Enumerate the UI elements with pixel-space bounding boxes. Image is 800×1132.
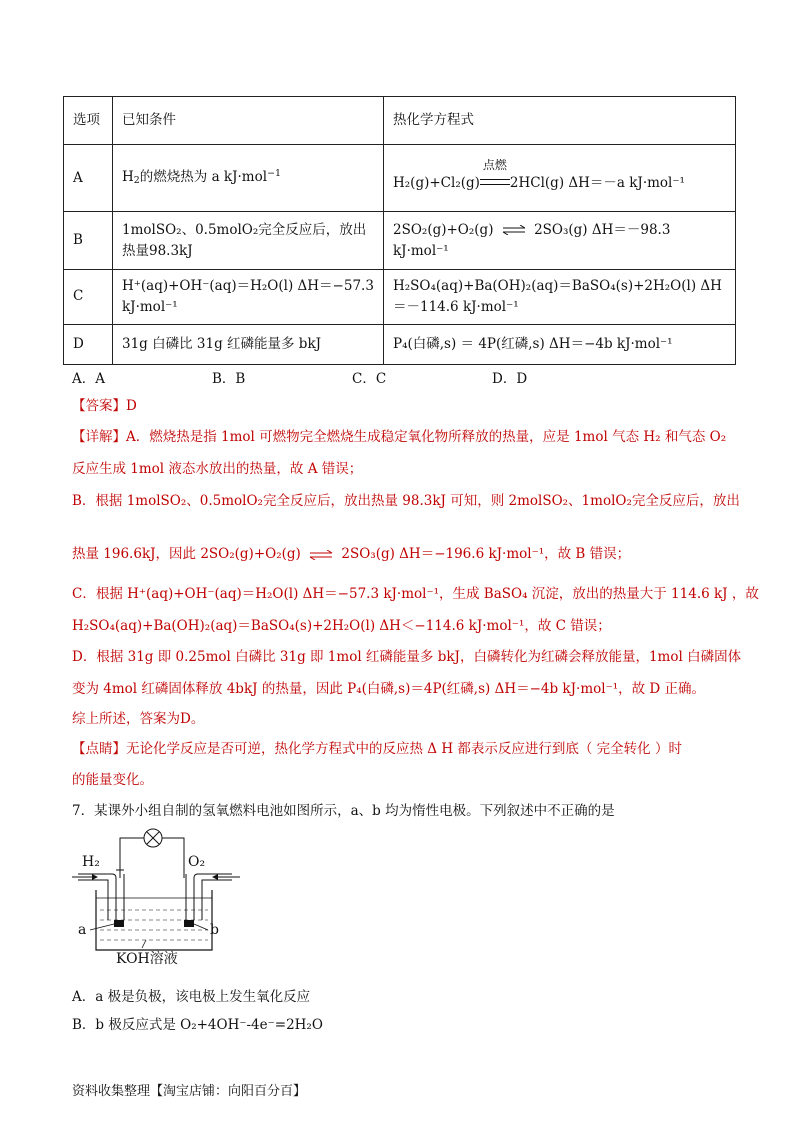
label-o2: O₂	[188, 854, 206, 870]
question7-stem: 7．某课外小组自制的氢氧燃料电池如图所示，a、b 均为惰性电极。下列叙述中不正确的是	[72, 803, 615, 819]
label-b: b	[210, 922, 219, 938]
detail-b-line1: B．根据 1molSO₂、0.5molO₂完全反应后，放出热量 98.3kJ 可知，则 2molSO₂、1molO₂完全反应后，放出	[72, 493, 740, 509]
label-h2: H₂	[82, 854, 100, 870]
row-d-equation: P₄(白磷,s) ＝ 4P(红磷,s) ΔH＝−4b kJ·mol⁻¹	[384, 324, 736, 364]
detail-c-line1: C．根据 H⁺(aq)+OH⁻(aq)＝H₂O(l) ΔH＝−57.3 kJ·mol⁻¹，生成 BaSO₄ 沉淀，放出的热量大于 114.6 kJ ，故	[72, 586, 759, 602]
question-table	[63, 96, 736, 365]
header-condition: 已知条件	[113, 97, 384, 145]
row-d-condition: 31g 白磷比 31g 红磷能量多 bkJ	[113, 324, 384, 364]
label-a: a	[78, 922, 87, 938]
fuel-cell-diagram	[72, 820, 242, 970]
reversible-arrow-icon	[307, 550, 335, 560]
row-b-equation: 2SO₂(g)+O₂(g) 2SO₃(g) ΔH＝－98.3 kJ·mol⁻¹	[384, 212, 736, 270]
choice-b[interactable]: B．B	[212, 371, 246, 387]
footer: 资料收集整理【淘宝店铺：向阳百分百】	[72, 1084, 307, 1099]
row-a-condition: $H_2$的燃烧热为 a kJ·mol$^{-1}$	[113, 145, 384, 212]
detail-c-line2: H₂SO₄(aq)+Ba(OH)₂(aq)＝BaSO₄(s)+2H₂O(l) ΔH＜−114.6 kJ·mol⁻¹，故 C 错误；	[72, 618, 611, 634]
label-koh: KOH溶液	[116, 951, 178, 967]
row-c-equation: H₂SO₄(aq)+Ba(OH)₂(aq)＝BaSO₄(s)+2H₂O(l) ΔH＝－114.6 kJ·mol⁻¹	[384, 270, 736, 325]
question7-option-b[interactable]: B．b 极反应式是 O₂+4OH⁻-4e⁻=2H₂O	[72, 1017, 323, 1033]
row-c-option: C	[64, 270, 113, 325]
detail-d-line1: D．根据 31g 即 0.25mol 白磷比 31g 即 1mol 红磷能量多 bkJ，白磷转化为红磷会释放能量，1mol 白磷固体	[72, 649, 742, 665]
row-a-equation: H₂(g)+Cl₂(g) 点燃 2HCl(g) ΔH＝－a kJ·mol⁻¹	[384, 145, 736, 212]
row-b-condition: 1molSO₂、0.5molO₂完全反应后，放出热量98.3kJ	[113, 212, 384, 270]
question7-option-a[interactable]: A．a 极是负极，该电极上发生氧化反应	[72, 989, 311, 1005]
header-option: 选项	[64, 97, 113, 145]
row-a-option: A	[64, 145, 113, 212]
choice-a[interactable]: A．A	[72, 371, 105, 387]
ignite-condition: 点燃	[480, 173, 510, 194]
tip-line2: 的能量变化。	[72, 772, 153, 788]
detail-a-line1: 【详解】A．燃烧热是指 1mol 可燃物完全燃烧生成稳定氧化物所释放的热量，应是 1mol 气态 H₂ 和气态 O₂	[72, 429, 727, 445]
row-b-option: B	[64, 212, 113, 270]
summary: 综上所述，答案为D。	[72, 711, 205, 727]
row-c-condition: H⁺(aq)+OH⁻(aq)＝H₂O(l) ΔH＝−57.3 kJ·mol⁻¹	[113, 270, 384, 325]
detail-a-line2: 反应生成 1mol 液态水放出的热量，故 A 错误；	[72, 461, 363, 477]
detail-b-line2: 热量 196.6kJ，因此 2SO₂(g)+O₂(g) 2SO₃(g) ΔH＝−196.6 kJ·mol⁻¹，故 B 错误；	[72, 546, 631, 562]
tip-line1: 【点睛】无论化学反应是否可逆，热化学方程式中的反应热 Δ H 都表示反应进行到底（ 完全转化 ）时	[72, 741, 682, 757]
detail-d-line2: 变为 4mol 红磷固体释放 4bkJ 的热量，因此 P₄(白磷,s)＝4P(红磷,s) ΔH＝−4b kJ·mol⁻¹，故 D 正确。	[72, 681, 706, 697]
reversible-arrow-icon	[500, 225, 528, 235]
choice-d[interactable]: D．D	[492, 371, 528, 387]
choice-c[interactable]: C．C	[352, 371, 387, 387]
answer: 【答案】D	[72, 398, 137, 414]
header-equation: 热化学方程式	[384, 97, 736, 145]
row-d-option: D	[64, 324, 113, 364]
